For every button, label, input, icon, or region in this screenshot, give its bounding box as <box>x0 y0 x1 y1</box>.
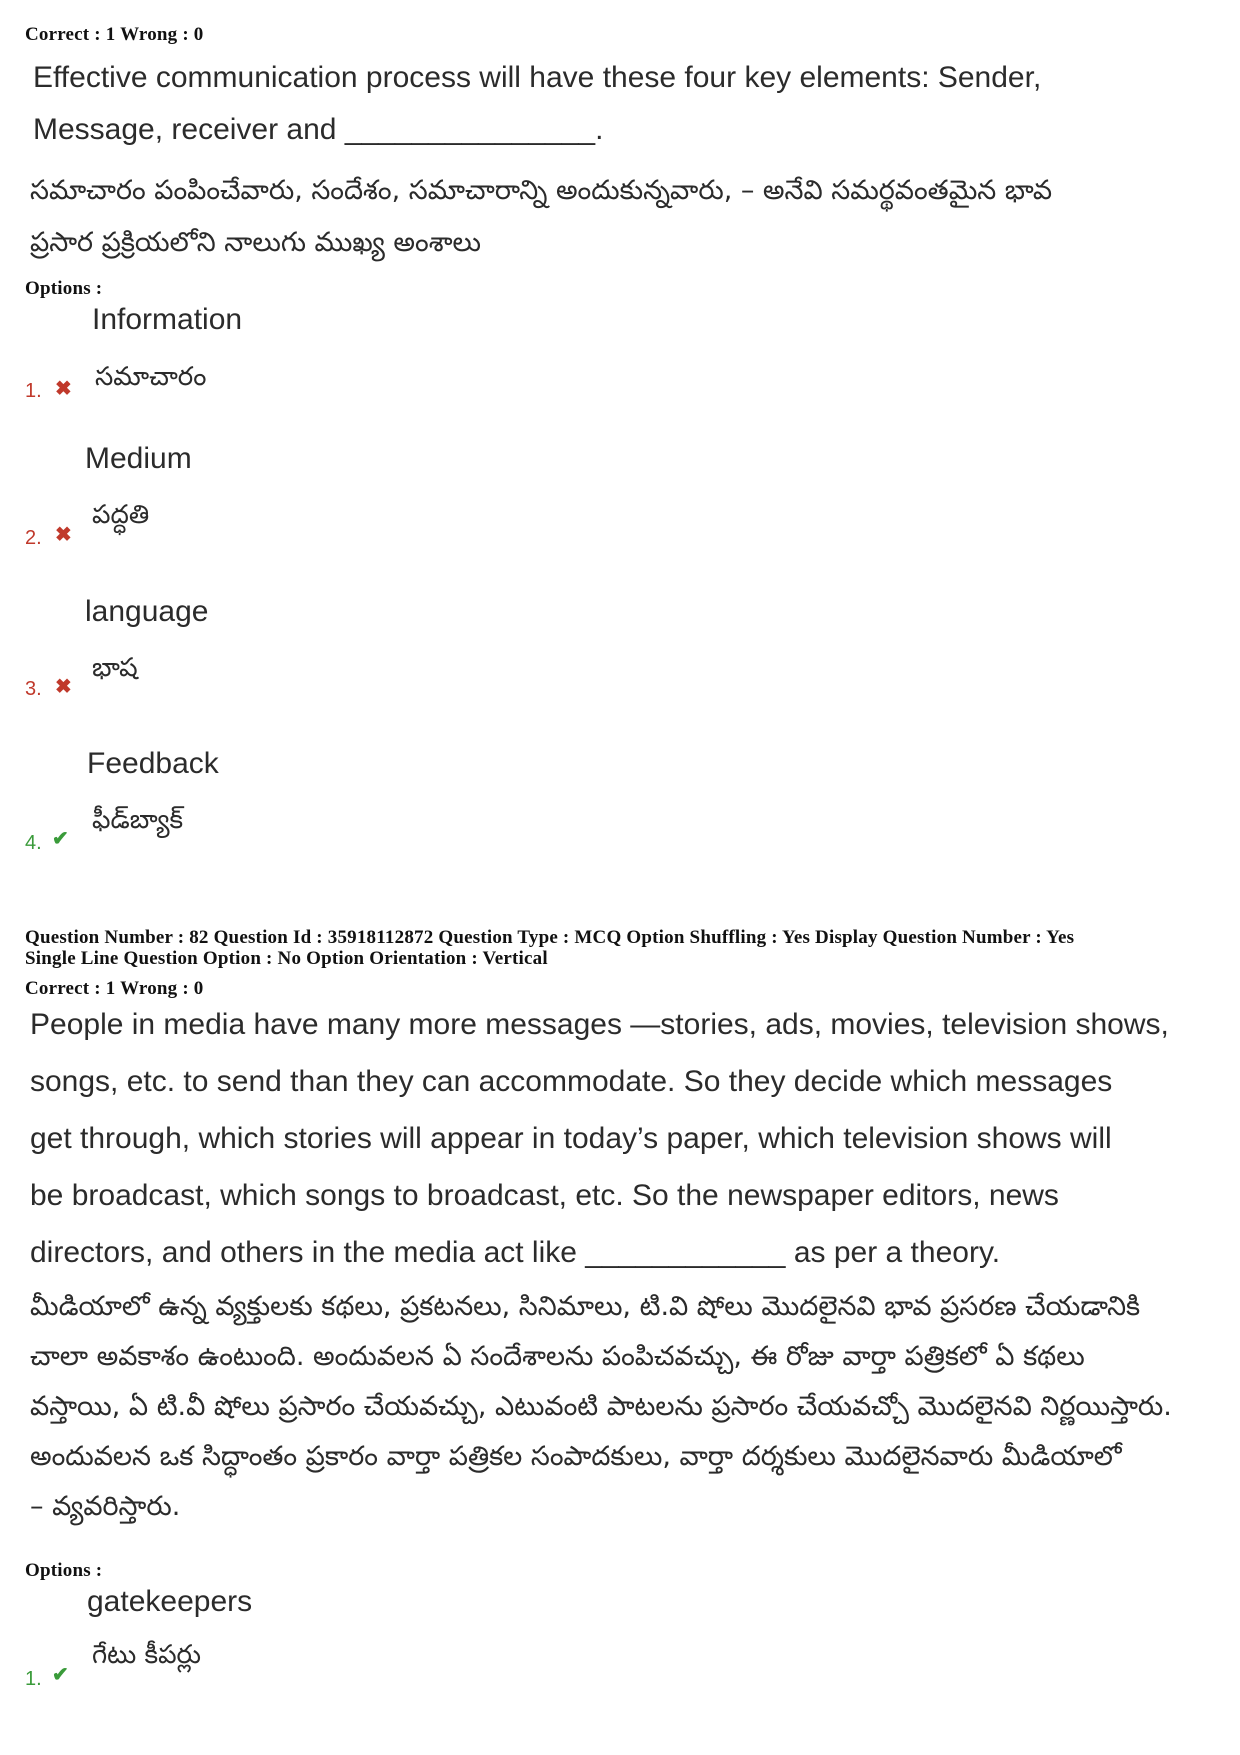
q2-option-1-te: గేటు కీపర్లు <box>92 1640 201 1670</box>
q1-options-label: Options : <box>25 278 103 299</box>
q2-meta <box>25 927 1074 969</box>
q1-score: Correct : 1 Wrong : 0 <box>25 24 204 45</box>
q1-option-4-en: Feedback <box>87 747 219 780</box>
q1-option-2-en: Medium <box>85 442 192 475</box>
q1-option-1-number: 1. <box>25 380 42 402</box>
correct-check-icon: ✔ <box>52 1664 69 1686</box>
wrong-mark-icon: ✖ <box>55 524 72 546</box>
q2-text-te-line: – వ్యవరిస్తారు. <box>30 1491 181 1522</box>
q2-text-en-line: songs, etc. to send than they can accommodate. So they decide which messages <box>30 1065 1113 1098</box>
q1-option-4-te: ఫీడ్‌బ్యాక్ <box>92 805 184 835</box>
q1-option-2-number: 2. <box>25 527 42 549</box>
q2-meta-line-2: Single Line Question Option : No Option Orientation : Vertical <box>25 948 548 969</box>
q2-text-te-line: చాలా అవకాశం ఉంటుంది. అందువలన ఏ సందేశాలను పంపిచవచ్చు, ఈ రోజు వార్తా పత్రికలో ఏ కథలు <box>30 1341 1085 1372</box>
q2-text-te-line: వస్తాయి, ఏ టి.వీ షోలు ప్రసారం చేయవచ్చు, ఎటువంటి పాటలను ప్రసారం చేయవచ్చో మొదలైనవి నిర్ణయిస్తారు. <box>30 1391 1172 1422</box>
q1-option-1-en: Information <box>92 303 243 336</box>
q1-option-3-te: భాష <box>92 653 138 683</box>
q2-score: Correct : 1 Wrong : 0 <box>25 978 204 999</box>
q2-option-1-en: gatekeepers <box>87 1585 253 1618</box>
q1-text-te-line: సమాచారం పంపించేవారు, సందేశం, సమాచారాన్ని అందుకున్నవారు, – అనేవి సమర్థవంతమైన భావ <box>30 175 1053 206</box>
q2-question-text-te <box>30 1282 1220 1532</box>
q2-text-te-line: అందువలన ఒక సిద్ధాంతం ప్రకారం వార్తా పత్రికల సంపాదకులు, వార్తా దర్శకులు మొదలైనవారు మీడియాలో <box>30 1441 1122 1472</box>
wrong-mark-icon: ✖ <box>55 378 72 400</box>
q1-option-1-te: సమాచారం <box>95 362 207 392</box>
q1-option-3-number: 3. <box>25 678 42 700</box>
q1-text-en-line: Message, receiver and _______________. <box>33 113 604 146</box>
q2-text-en-line: directors, and others in the media act like ____________ as per a theory. <box>30 1236 1001 1269</box>
q1-text-en-line: Effective communication process will have these four key elements: Sender, <box>33 61 1042 94</box>
q2-text-en-line: get through, which stories will appear in today’s paper, which television shows will <box>30 1122 1112 1155</box>
q2-text-te-line: మీడియాలో ఉన్న వ్యక్తులకు కథలు, ప్రకటనలు, సినిమాలు, టి.వి షోలు మొదలైనవి భావ ప్రసరణ చేయడానికి <box>30 1291 1141 1322</box>
q2-text-en-line: People in media have many more messages —stories, ads, movies, television shows, <box>30 1008 1169 1041</box>
q1-option-4-number: 4. <box>25 832 42 854</box>
q2-text-en-line: be broadcast, which songs to broadcast, etc. So the newspaper editors, news <box>30 1179 1059 1212</box>
q2-question-text-en <box>30 996 1220 1281</box>
correct-check-icon: ✔ <box>52 828 69 850</box>
q1-question-text-te <box>30 165 1210 269</box>
q2-options-label: Options : <box>25 1560 103 1581</box>
q2-meta-line-1: Question Number : 82 Question Id : 35918112872 Question Type : MCQ Option Shuffling : Yes Display Question Number : Yes <box>25 927 1075 948</box>
q2-option-1-number: 1. <box>25 1668 42 1690</box>
q1-option-2-te: పద్ధతి <box>92 500 150 530</box>
q1-question-text-en <box>33 52 1213 156</box>
q1-option-3-en: language <box>85 595 209 628</box>
q1-text-te-line: ప్రసార ప్రక్రియలోని నాలుగు ముఖ్య అంశాలు <box>30 227 482 258</box>
wrong-mark-icon: ✖ <box>55 676 72 698</box>
